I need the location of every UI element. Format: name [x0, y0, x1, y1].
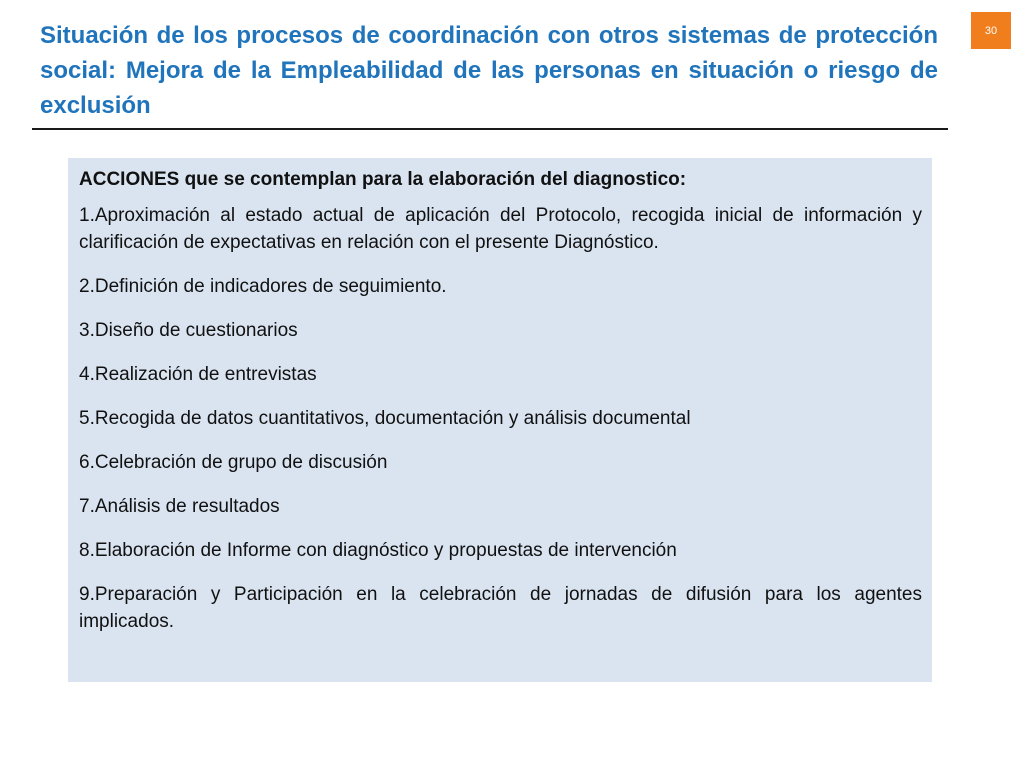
- action-item-4: 4.Realización de entrevistas: [79, 364, 317, 385]
- title-divider: [32, 128, 948, 130]
- action-item-8: 8.Elaboración de Informe con diagnóstico y propuestas de intervención: [79, 540, 677, 561]
- actions-list: [79, 202, 922, 635]
- action-item-3: 3.Diseño de cuestionarios: [79, 320, 298, 341]
- action-item-7: 7.Análisis de resultados: [79, 496, 280, 517]
- page-number-badge: 30: [971, 12, 1011, 49]
- actions-heading: ACCIONES que se contemplan para la elaboración del diagnostico:: [79, 169, 687, 190]
- slide-title: Situación de los procesos de coordinación con otros sistemas de protección social: Mejora de la Empleabilidad de las personas en situación o riesgo de exclusión: [40, 22, 938, 119]
- action-item-6: 6.Celebración de grupo de discusión: [79, 452, 388, 473]
- action-item-5: 5.Recogida de datos cuantitativos, documentación y análisis documental: [79, 408, 691, 429]
- action-item-1: 1.Aproximación al estado actual de aplicación del Protocolo, recogida inicial de información y clarificación de expectativas en relación con el presente Diagnóstico.: [79, 205, 922, 253]
- actions-box: [68, 158, 932, 682]
- action-item-9: 9.Preparación y Participación en la celebración de jornadas de difusión para los agentes implicados.: [79, 584, 922, 632]
- action-item-2: 2.Definición de indicadores de seguimiento.: [79, 276, 447, 297]
